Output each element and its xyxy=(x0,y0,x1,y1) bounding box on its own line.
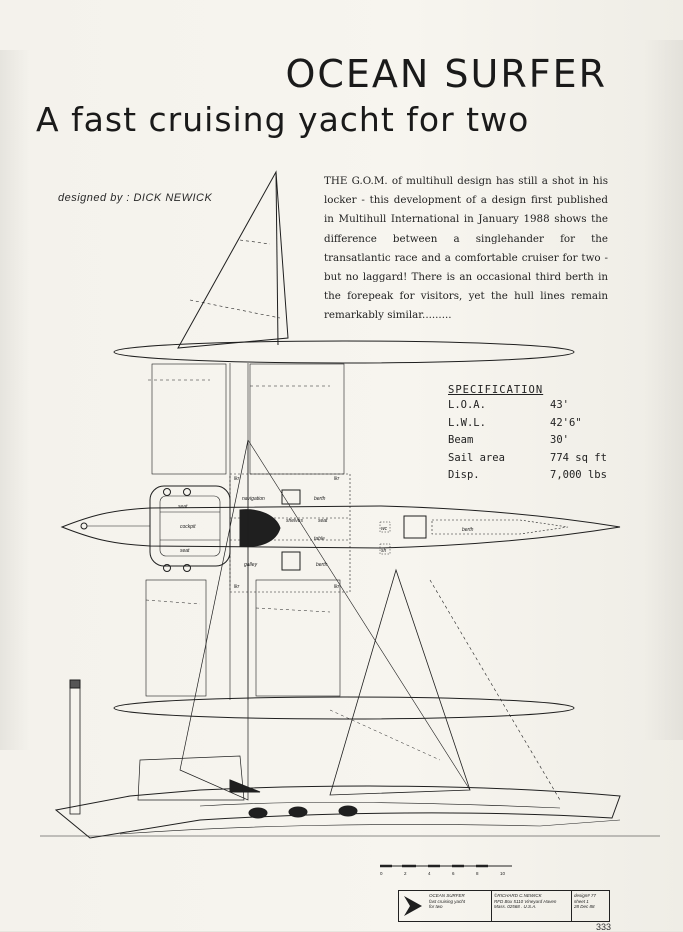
trampoline-fwd-left xyxy=(152,364,226,474)
rudder xyxy=(70,684,80,814)
spec-label: Disp. xyxy=(448,469,480,481)
scale-tick-4: 8 xyxy=(476,871,479,876)
title-block-design-line: sheet 1 xyxy=(574,898,589,904)
spec-row xyxy=(448,399,623,417)
trampoline-fwd-right xyxy=(250,364,344,474)
spec-value: 43' xyxy=(550,399,569,411)
page-title: OCEAN SURFER xyxy=(285,52,607,96)
label-lkr-3: lkr xyxy=(234,584,240,590)
spec-value: 774 sq ft xyxy=(550,451,607,464)
spec-label: L.O.A. xyxy=(448,399,486,411)
aft-float xyxy=(114,697,574,719)
title-block-copyright-line: ©RICHARD C.NEWICK xyxy=(494,893,542,898)
label-cockpit: cockpit xyxy=(180,524,196,530)
label-table: table xyxy=(314,536,325,542)
title-block-copyright xyxy=(491,891,571,921)
label-navigation: navigation xyxy=(242,496,265,502)
title-block-name-line: for two xyxy=(429,904,443,909)
title-block-copyright-line: Mass. 02568 . U.S.A. xyxy=(494,904,537,909)
spec-row xyxy=(448,417,623,435)
title-block-design-line: 28 Dec 88 xyxy=(574,904,595,909)
jib-profile xyxy=(330,570,470,795)
specification-table xyxy=(448,384,623,487)
label-seat-mid: seat xyxy=(318,518,328,524)
label-lkr-1: lkr xyxy=(234,476,240,482)
scale-tick-0: 0 xyxy=(380,871,383,876)
label-galley: galley xyxy=(244,562,258,568)
specification-heading: SPECIFICATION xyxy=(448,384,544,396)
spec-label: L.W.L. xyxy=(448,416,486,429)
main-hull-plan xyxy=(62,506,620,548)
spec-row xyxy=(448,469,623,487)
spec-value: 7,000 lbs xyxy=(550,469,607,481)
spec-label: Beam xyxy=(448,434,474,446)
label-seat-bottom: seat xyxy=(180,548,190,554)
drawing-title-block xyxy=(398,890,610,922)
title-block-design-line: design# 77 xyxy=(574,893,597,898)
trampoline-aft-right xyxy=(256,580,340,696)
scale-tick-3: 6 xyxy=(452,871,455,876)
scale-tick-2: 4 xyxy=(428,871,431,876)
spec-row xyxy=(448,452,623,470)
label-berth-bottom: berth xyxy=(316,562,328,568)
spec-row xyxy=(448,434,623,452)
trampoline-aft-left xyxy=(146,580,206,696)
label-wc: wc xyxy=(381,526,388,532)
scale-tick-1: 2 xyxy=(404,871,407,876)
label-lkr-4: lkr xyxy=(334,584,340,590)
forward-float xyxy=(114,341,574,363)
upper-sail xyxy=(178,172,288,348)
spec-value: 30' xyxy=(550,434,569,446)
spec-value: 42'6" xyxy=(550,416,582,429)
companionway-dome xyxy=(240,510,280,547)
label-lkr-2: lkr xyxy=(334,476,340,482)
title-block-name-line: fast cruising yacht xyxy=(429,898,466,904)
designer-credit: designed by : DICK NEWICK xyxy=(58,192,213,204)
title-block-design-number xyxy=(571,891,608,921)
spec-label: Sail area xyxy=(448,451,505,464)
intro-paragraph: THE G.O.M. of multihull design has still a shot in his locker - this development of a design first published in Multihull International in January 1988 shows the difference between a singlehander for the transatlantic race and a comfortable cruiser for two - but no laggard! There is an occasional third berth in the forepeak for visitors, yet the hull lines remain remarkably similar......... xyxy=(324,175,608,322)
label-berth-top: berth xyxy=(314,496,326,502)
label-shelves: shelves xyxy=(286,518,303,524)
title-block-name xyxy=(427,891,489,921)
title-block-name-line: OCEAN SURFER xyxy=(429,893,465,898)
page-subtitle: A fast cruising yacht for two xyxy=(36,100,530,139)
scale-bar xyxy=(380,866,512,876)
label-sh: sh xyxy=(381,548,387,554)
scale-tick-5: 10 xyxy=(500,871,506,876)
hull-profile xyxy=(56,786,620,838)
title-block-copyright-line: RFD Box 5110 Vineyard Haven xyxy=(494,898,557,904)
newick-logo-icon xyxy=(402,894,424,918)
label-berth-fore: berth xyxy=(462,527,474,533)
page-number: 333 xyxy=(595,922,611,932)
label-seat-top: seat xyxy=(178,504,188,510)
